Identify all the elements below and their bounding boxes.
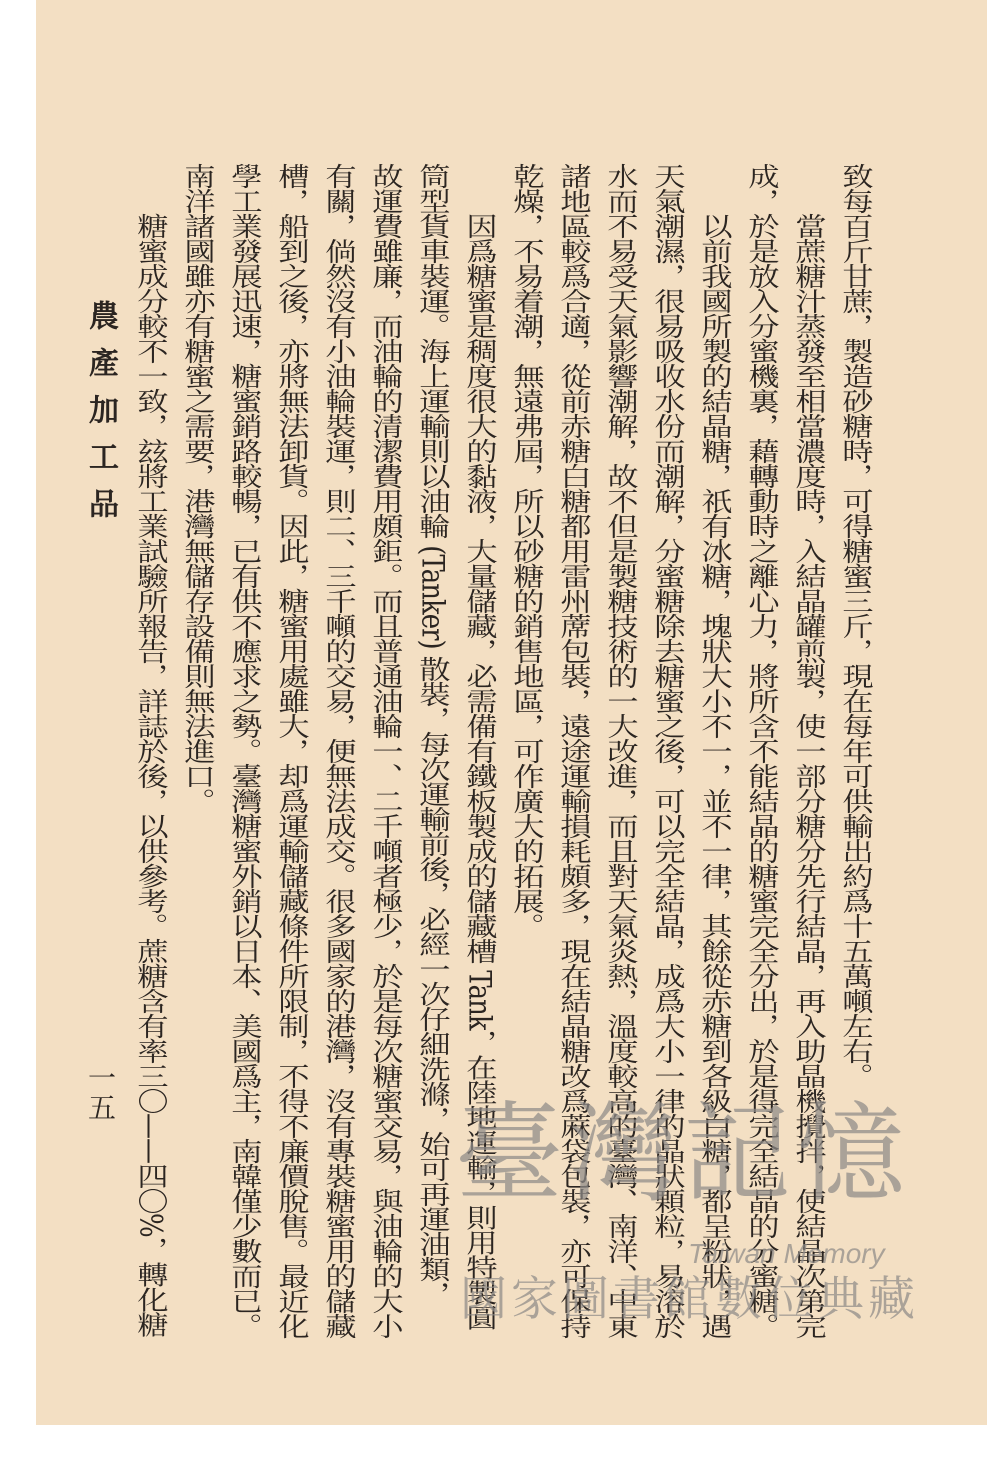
watermark-logo-text: 臺灣記憶: [455, 1092, 912, 1217]
text-column: 筒型貨車裝運。海上運輸則以油輪 (Tanker) 散裝，每次運輸前後，必經一次仔細洗滌，始可再運油類，: [414, 163, 450, 1306]
page-number: 一五: [84, 1063, 117, 1123]
text-column: 天氣潮濕，很易吸收水份而潮解，分蜜糖除去糖蜜之後，可以完全結晶，成爲大小一律的晶狀顆粒，易溶於: [649, 163, 685, 1338]
text-column: 因爲糖蜜是稠度很大的黏液，大量儲藏，必需備有鐵板製成的儲藏槽 Tank，在陸地運輸，則用特製圓: [461, 213, 497, 1330]
text-column: 以前我國所製的結晶糖，祇有冰糖，塊狀大小不一，並不一律，其餘從赤糖到各級白糖，都呈粉狀，遇: [696, 213, 732, 1338]
text-column: 乾燥，不易着潮，無遠弗屆，所以砂糖的銷售地區，可作廣大的拓展。: [508, 163, 544, 938]
text-column: 南洋諸國雖亦有糖蜜之需要，港灣無儲存設備則無法進口。: [179, 163, 215, 813]
text-column: 成，於是放入分蜜機裏，藉轉動時之離心力，將所含不能結晶的糖蜜完全分出，於是得完全結晶的分蜜糖。: [743, 163, 779, 1338]
text-column: 致每百斤甘蔗，製造砂糖時，可得糖蜜三斤，現在每年可供輸出約爲十五萬噸左右。: [837, 163, 873, 1088]
text-column: 故運費雖廉，而油輪的清潔費用頗鉅。而且普通油輪一、二千噸者極少，於是每次糖蜜交易，與油輪的大小: [367, 163, 403, 1338]
text-column: 糖蜜成分較不一致，玆將工業試驗所報告，詳誌於後，以供參考。蔗糖含有率三〇——四〇%，轉化糖: [132, 213, 168, 1337]
text-column: 水而不易受天氣影響潮解，故不但是製糖技術的一大改進，而且對天氣炎熱，溫度較高的臺灣、南洋、中東: [602, 163, 638, 1338]
watermark-institution: 國家圖書館數位典藏: [460, 1272, 919, 1327]
watermark-english: Taiwan Memory: [688, 1238, 885, 1269]
running-header: 農產加工品: [83, 300, 118, 535]
text-column: 諸地區較爲合適，從前赤糖白糖都用雷州蓆包裝，遠途運輸損耗頗多，現在結晶糖改爲蔴袋包裝，亦可保持: [555, 163, 591, 1338]
text-column: 當蔗糖汁蒸發至相當濃度時，入結晶罐煎製，使一部分糖分先行結晶，再入助晶機攪拌，使結晶次第完: [790, 213, 826, 1338]
text-column: 有關，倘然沒有小油輪裝運，則二、三千噸的交易，便無法成交。很多國家的港灣，沒有專裝糖蜜用的儲藏: [320, 163, 356, 1338]
text-column: 槽，船到之後，亦將無法卸貨。因此，糖蜜用處雖大，却爲運輸儲藏條件所限制，不得不廉價脫售。最近化: [273, 163, 309, 1338]
text-column: 學工業發展迅速，糖蜜銷路較暢，已有供不應求之勢。臺灣糖蜜外銷以日本、美國爲主，南韓僅少數而已。: [226, 163, 262, 1338]
